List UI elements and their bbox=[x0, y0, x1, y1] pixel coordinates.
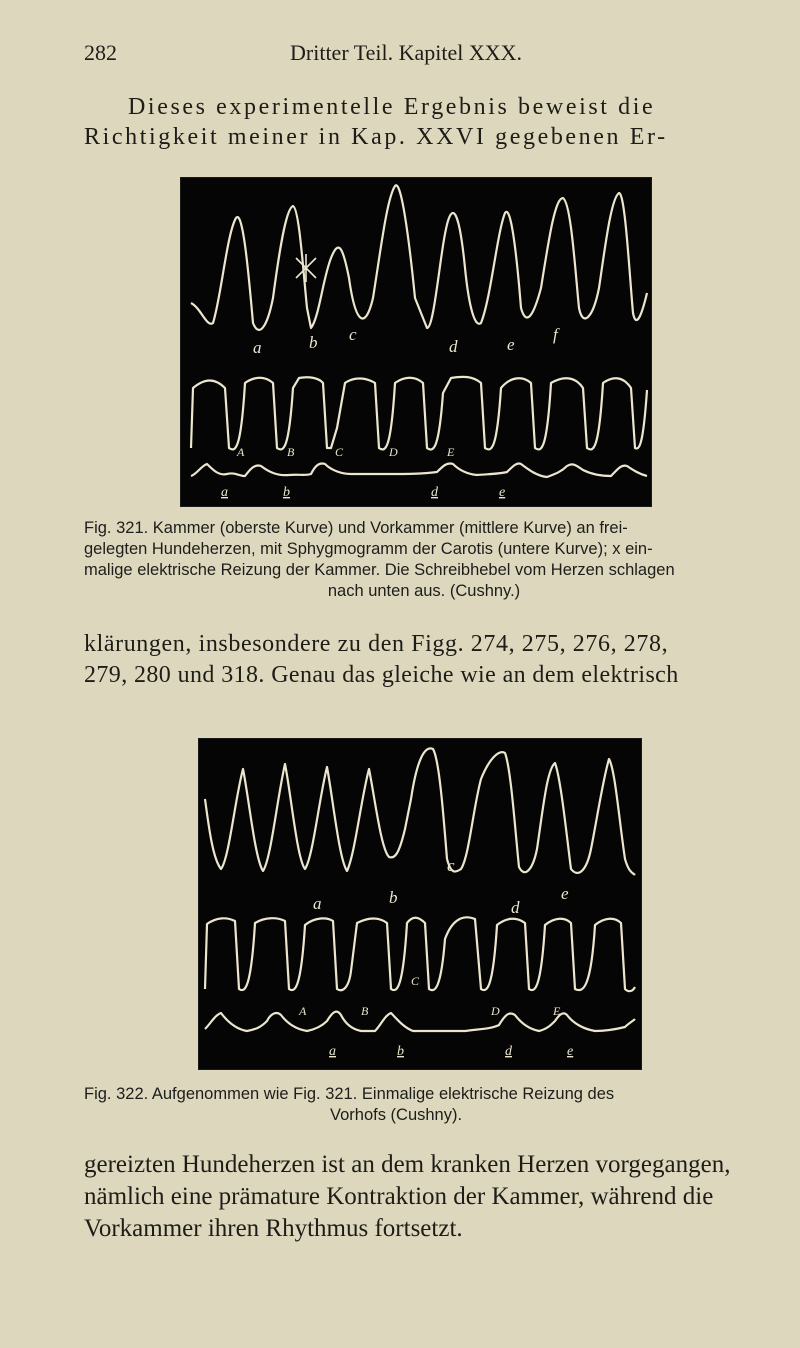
top-label-b: b bbox=[309, 333, 318, 352]
top-label-a: a bbox=[313, 894, 322, 913]
mid-label-A: A bbox=[237, 445, 245, 459]
top-label-e: e bbox=[507, 335, 515, 354]
mid-label-E: E bbox=[447, 445, 455, 459]
bottom-label-e: e bbox=[499, 485, 506, 500]
bottom-label-a: a bbox=[329, 1044, 336, 1059]
body-text-line: klärungen, insbesondere zu den Figg. 274, 275, 276, 278, bbox=[84, 631, 669, 657]
mid-label-B: B bbox=[361, 1004, 369, 1018]
bottom-label-d: d bbox=[505, 1044, 512, 1059]
ventricle-curve bbox=[205, 748, 635, 875]
top-label-d: d bbox=[449, 337, 458, 356]
mid-label-B: B bbox=[287, 445, 295, 459]
top-label-c: c bbox=[349, 325, 357, 344]
caption-line: malige elektrische Reizung der Kammer. Die Schreibhebel vom Herzen schlagen bbox=[84, 561, 675, 579]
bottom-label-e: e bbox=[567, 1044, 574, 1059]
top-label-b: b bbox=[389, 888, 398, 907]
body-text-line: Dieses experimentelle Ergebnis beweist die bbox=[128, 94, 656, 120]
mid-label-E: E bbox=[553, 1004, 561, 1018]
bottom-label-b: b bbox=[397, 1044, 404, 1059]
body-text-line: nämlich eine prämature Kontraktion der Kammer, während die bbox=[84, 1183, 714, 1210]
carotid-curve bbox=[191, 463, 647, 477]
ventricle-curve bbox=[191, 185, 647, 330]
figure-321-kymograph bbox=[180, 177, 652, 507]
body-text-line: Vorkammer ihren Rhythmus fortsetzt. bbox=[84, 1215, 463, 1242]
caption-line: nach unten aus. (Cushny.) bbox=[327, 582, 521, 600]
page-number: 282 bbox=[84, 40, 117, 65]
caption-line: Fig. 321. Kammer (oberste Kurve) und Vorkammer (mittlere Kurve) an frei- bbox=[84, 519, 628, 537]
caption-line: Fig. 322. Aufgenommen wie Fig. 321. Einmalige elektrische Reizung des bbox=[84, 1085, 615, 1103]
atrium-curve bbox=[191, 377, 647, 450]
top-label-f: f bbox=[553, 325, 558, 344]
body-text-line: 279, 280 und 318. Genau das gleiche wie an dem elektrisch bbox=[84, 662, 679, 688]
atrium-curve bbox=[205, 917, 635, 991]
top-label-a: a bbox=[253, 338, 262, 357]
caption-line: Vorhofs (Cushny). bbox=[330, 1106, 463, 1124]
mid-label-D: D bbox=[389, 445, 398, 459]
figure-322-kymograph bbox=[198, 738, 642, 1070]
mid-label-D: D bbox=[491, 1004, 500, 1018]
bottom-label-b: b bbox=[283, 485, 290, 500]
body-text-line: gereizten Hundeherzen ist an dem kranken Herzen vorgegangen, bbox=[84, 1151, 731, 1178]
bottom-label-d: d bbox=[431, 485, 438, 500]
stimulus-marker bbox=[296, 254, 316, 282]
mid-label-A: A bbox=[299, 1004, 307, 1018]
caption-line: gelegten Hundeherzen, mit Sphygmogramm der Carotis (untere Kurve); x ein- bbox=[84, 540, 653, 558]
figure-322-caption bbox=[84, 1084, 774, 1126]
mid-label-C: C bbox=[335, 445, 344, 459]
figure-321-caption bbox=[84, 518, 764, 602]
running-head: Dritter Teil. Kapitel XXX. bbox=[290, 40, 523, 65]
page-header bbox=[0, 40, 800, 70]
top-label-c: c bbox=[447, 856, 455, 875]
top-label-e: e bbox=[561, 884, 569, 903]
figure-321-tracing bbox=[181, 178, 651, 506]
carotid-curve bbox=[205, 1012, 635, 1031]
top-label-d: d bbox=[511, 898, 520, 917]
body-text-line: Richtigkeit meiner in Kap. XXVI gegebenen Er- bbox=[84, 124, 668, 150]
figure-322-tracing bbox=[199, 739, 641, 1069]
mid-label-C: C bbox=[411, 974, 420, 988]
bottom-label-a: a bbox=[221, 485, 228, 500]
